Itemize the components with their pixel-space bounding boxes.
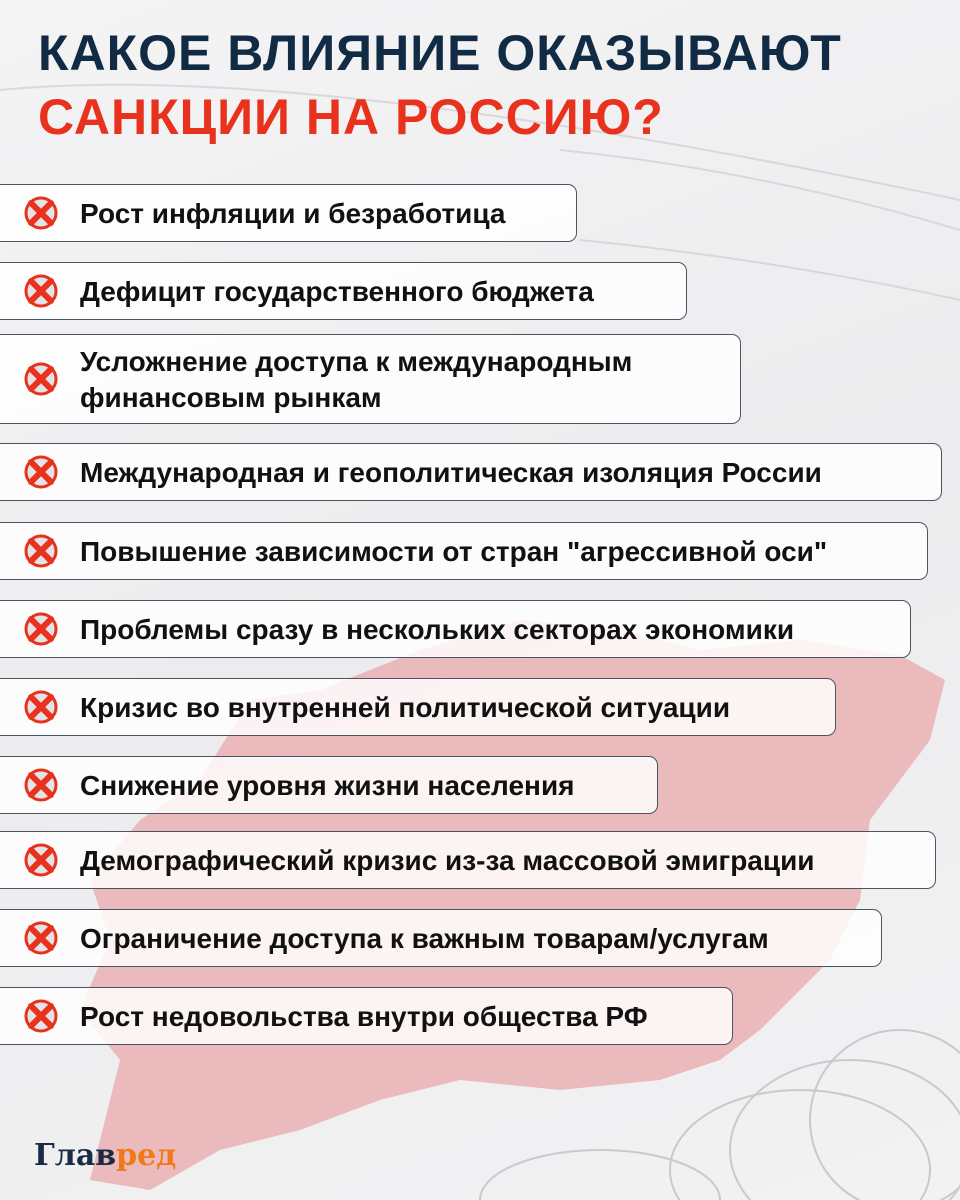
red-x-icon bbox=[22, 453, 60, 491]
list-item-label: Демографический кризис из-за массовой эмиграции bbox=[80, 845, 815, 876]
red-x-icon bbox=[22, 272, 60, 310]
list-item-label-line2: финансовым рынкам bbox=[80, 382, 382, 413]
red-x-icon bbox=[22, 919, 60, 957]
red-x-icon bbox=[22, 360, 60, 398]
list-item-label: Усложнение доступа к международным bbox=[80, 346, 633, 377]
list-item-label: Проблемы сразу в нескольких секторах экономики bbox=[80, 614, 795, 645]
red-x-icon bbox=[22, 194, 60, 232]
glavred-logo bbox=[34, 1138, 176, 1173]
list-item-label: Снижение уровня жизни населения bbox=[80, 770, 575, 801]
list-item bbox=[0, 831, 936, 889]
list-item-label: Рост инфляции и безработица bbox=[80, 198, 506, 229]
red-x-icon bbox=[22, 841, 60, 879]
list-item bbox=[0, 443, 942, 501]
red-x-icon bbox=[22, 688, 60, 726]
list-item-label: Кризис во внутренней политической ситуации bbox=[80, 692, 731, 723]
logo-part-1: Глав bbox=[34, 1138, 117, 1173]
logo-part-2: ред bbox=[116, 1138, 177, 1173]
list-item-label: Дефицит государственного бюджета bbox=[80, 276, 594, 307]
list-item bbox=[0, 909, 882, 967]
list-item bbox=[0, 678, 836, 736]
list-item bbox=[0, 262, 687, 320]
list-item-label: Международная и геополитическая изоляция России bbox=[80, 457, 822, 488]
red-x-icon bbox=[22, 997, 60, 1035]
title-line-1: КАКОЕ ВЛИЯНИЕ ОКАЗЫВАЮТ bbox=[38, 25, 842, 81]
list-item bbox=[0, 987, 733, 1045]
list-item bbox=[0, 756, 658, 814]
list-item bbox=[0, 600, 911, 658]
title-line-2: САНКЦИИ НА РОССИЮ? bbox=[38, 89, 664, 145]
red-x-icon bbox=[22, 610, 60, 648]
list-item bbox=[0, 334, 741, 424]
list-item-label: Повышение зависимости от стран "агрессивной оси" bbox=[80, 536, 828, 567]
red-x-icon bbox=[22, 766, 60, 804]
list-item-label: Рост недовольства внутри общества РФ bbox=[80, 1001, 648, 1032]
red-x-icon bbox=[22, 532, 60, 570]
list-item bbox=[0, 522, 928, 580]
list-item bbox=[0, 184, 577, 242]
list-item-label: Ограничение доступа к важным товарам/услугам bbox=[80, 923, 769, 954]
